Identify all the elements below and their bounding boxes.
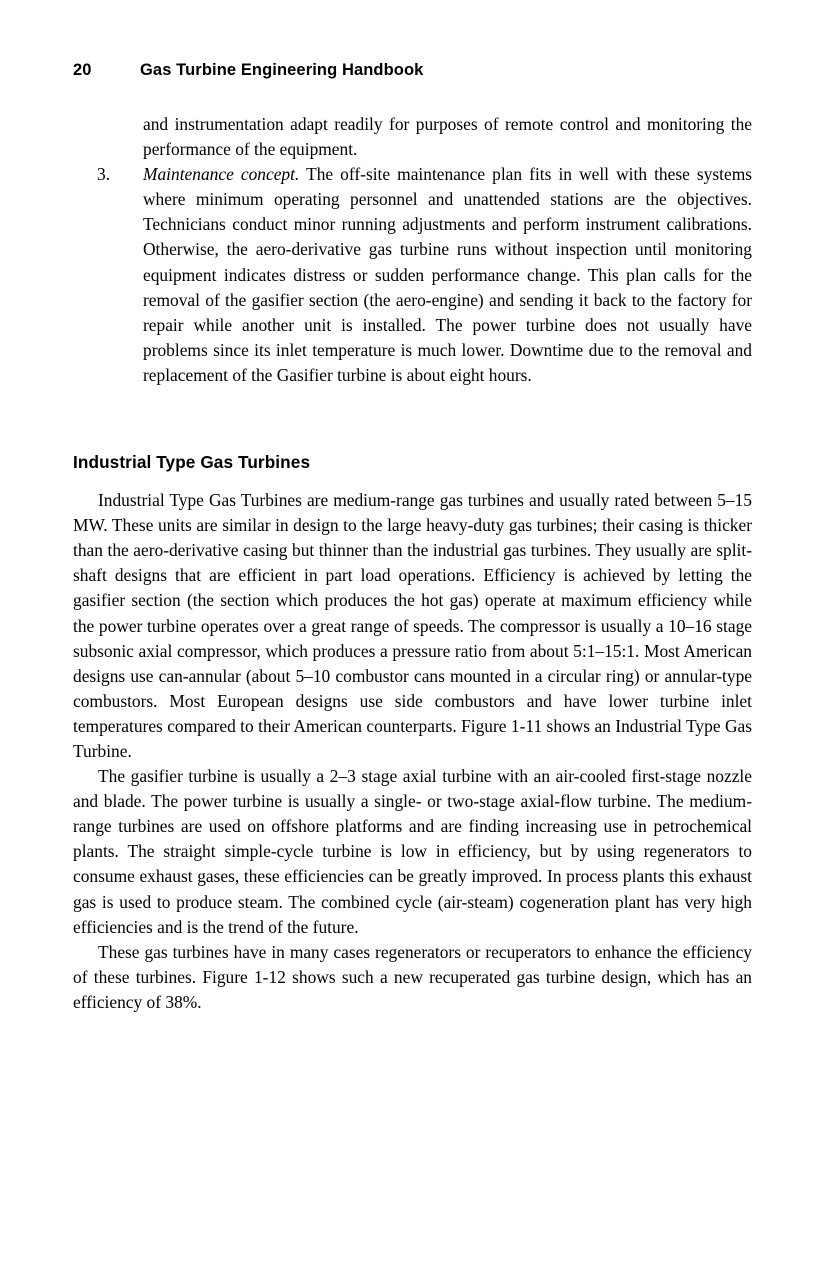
list-item-marker: 3. [97, 164, 111, 185]
body-paragraph: These gas turbines have in many cases regenerators or recuperators to enhance the efficiency of these turbines. Figure 1-12 shows such a new recuperated gas turbine design, which has an efficiency of 38%. [73, 941, 752, 1012]
body-paragraph: Industrial Type Gas Turbines are medium-range gas turbines and usually rated between 5–15 MW. These units are similar in design to the large heavy-duty gas turbines; their casing is thicker than the aero-derivative casing but thinner than the industrial gas turbines. They usually are split-shaft designs that are efficient in part load operations. Efficiency is achieved by letting the gasifier section (the section which produces the hot gas) operate at maximum efficiency while the power turbine operates over a great range of speeds. The compressor is usually a 10–16 stage subsonic axial compressor, which produces a pressure ratio from about 5:1–15:1. Most American designs use can-annular (about 5–10 combustor cans mounted in a circular ring) or annular-type combustors. Most European designs use side combustors and have lower turbine inlet temperatures compared to their American counterparts. Figure 1-11 shows an Industrial Type Gas Turbine. [73, 490, 752, 761]
body-paragraph: The gasifier turbine is usually a 2–3 stage axial turbine with an air-cooled first-stage nozzle and blade. The power turbine is usually a single- or two-stage axial-flow turbine. The medium-range turbines are used on offshore platforms and are finding increasing use in petrochemical plants. The straight simple-cycle turbine is low in efficiency, but by using regenerators to consume exhaust gases, these efficiencies can be greatly improved. In process plants this exhaust gas is used to produce steam. The combined cycle (air-steam) cogeneration plant has very high efficiencies and is the trend of the future. [73, 766, 752, 937]
post-heading-spacer [73, 473, 752, 488]
section-heading: Industrial Type Gas Turbines [73, 452, 311, 473]
list-item-text: The off-site maintenance plan fits in well with these systems where minimum operating personnel and unattended stations are the objectives. Technicians conduct minor running adjustments and perform instrument calibrations. Otherwise, the aero-derivative gas turbine runs without inspection until monitoring equipment indicates distress or sudden performance change. This plan calls for the removal of the gasifier section (the aero-engine) and sending it back to the factory for repair while another unit is installed. The power turbine does not usually have problems since its inlet temperature is much lower. Downtime due to the removal and replacement of the Gasifier turbine is about eight hours. [143, 164, 752, 385]
numbered-list [73, 162, 752, 388]
text-column [73, 112, 752, 1015]
page-number: 20 [73, 61, 92, 79]
list-item-continuation: and instrumentation adapt readily for purposes of remote control and monitoring the performance of the equipment. [143, 114, 752, 160]
running-header [73, 61, 753, 87]
book-title: Gas Turbine Engineering Handbook [140, 61, 424, 79]
list-item [73, 162, 752, 388]
heading-spacer [73, 388, 752, 451]
list-item-lead-in: Maintenance concept. [143, 164, 300, 185]
